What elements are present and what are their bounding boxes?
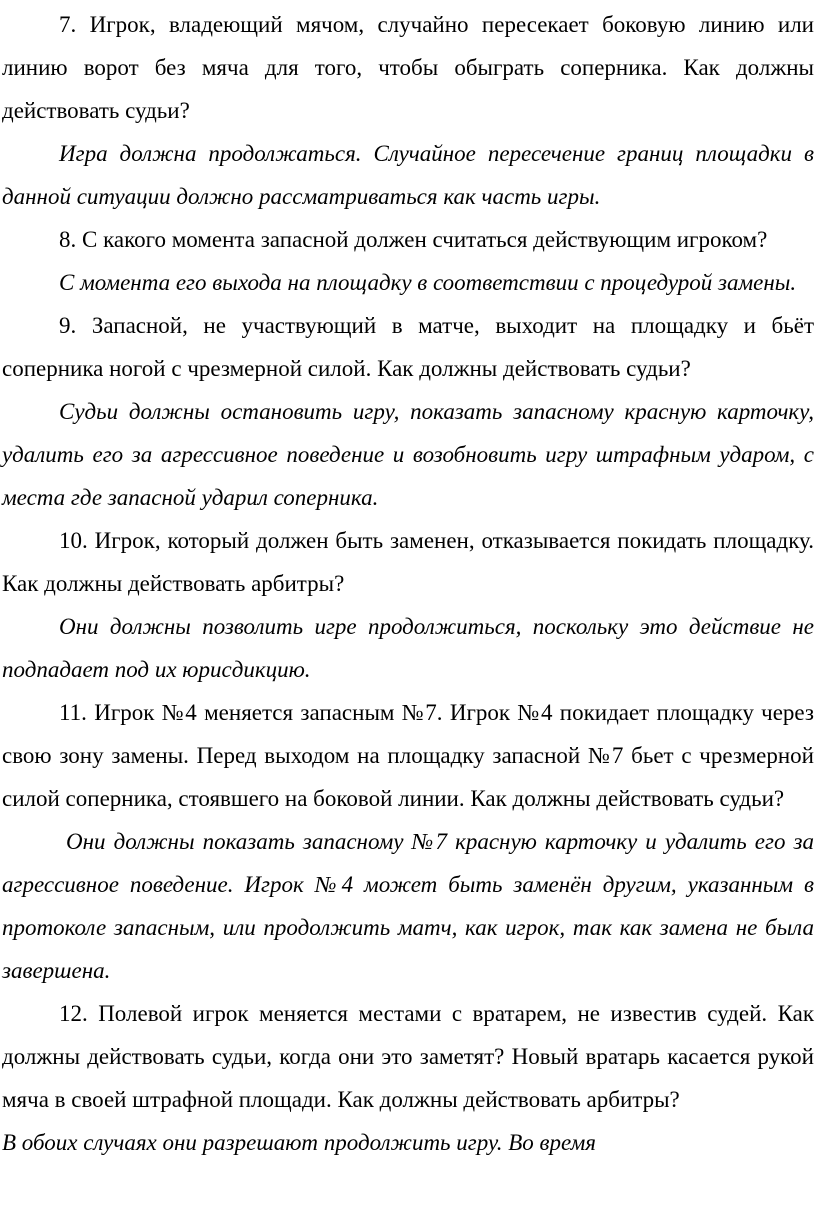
- question-7: 7. Игрок, владеющий мячом, случайно пересекает боковую линию или линию ворот без мяча для того, чтобы обыграть соперника. Как должны действовать судьи?: [2, 12, 814, 123]
- answer-9: Судьи должны остановить игру, показать запасному красную карточку, удалить его за агрессивное поведение и возобновить игру штрафным ударом, с места где запасной ударил соперника.: [2, 399, 814, 510]
- answer-10: Они должны позволить игре продолжиться, поскольку это действие не подпадает под их юрисдикцию.: [2, 614, 814, 682]
- question-10: 10. Игрок, который должен быть заменен, отказывается покидать площадку. Как должны действовать арбитры?: [2, 528, 814, 596]
- question-11: 11. Игрок №4 меняется запасным №7. Игрок №4 покидает площадку через свою зону замены. Перед выходом на площадку запасной №7 бьет с чрезмерной силой соперника, стоявшего на боковой линии. Как должны действовать судьи?: [2, 700, 814, 811]
- question-12: 12. Полевой игрок меняется местами с вратарем, не известив судей. Как должны действовать судьи, когда они это заметят? Новый вратарь касается рукой мяча в своей штрафной площади. Как должны действовать арбитры?: [2, 1001, 814, 1112]
- question-9: 9. Запасной, не участвующий в матче, выходит на площадку и бьёт соперника ногой с чрезмерной силой. Как должны действовать судьи?: [2, 313, 814, 381]
- answer-7: Игра должна продолжаться. Случайное пересечение границ площадки в данной ситуации должно рассматриваться как часть игры.: [2, 141, 814, 209]
- answer-8: С момента его выхода на площадку в соответствии с процедурой замены.: [59, 270, 797, 295]
- answer-11: Они должны показать запасному №7 красную карточку и удалить его за агрессивное поведение. Игрок №4 может быть заменён другим, указанным в протоколе запасным, или продолжить матч, как игрок, так как замена не была завершена.: [2, 829, 814, 983]
- question-8: 8. С какого момента запасной должен считаться действующим игроком?: [59, 227, 768, 252]
- answer-12: В обоих случаях они разрешают продолжить игру. Во время: [2, 1130, 596, 1155]
